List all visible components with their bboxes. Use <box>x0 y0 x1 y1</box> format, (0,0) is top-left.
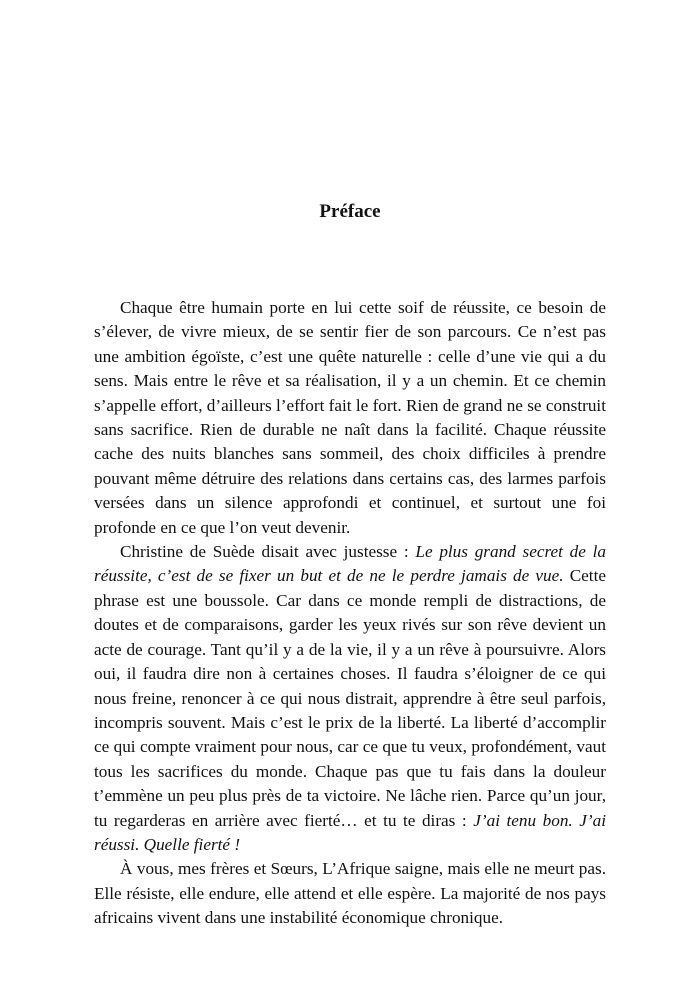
paragraph-2-intro: Christine de Suède disait avec justesse : <box>120 542 416 562</box>
paragraph-3 <box>94 857 606 930</box>
paragraph-2 <box>94 540 606 857</box>
quote-closing: J’ai tenu bon. J’ai réussi. Quelle fierté ! <box>94 810 606 854</box>
quote-christine-de-suede: Le plus grand secret de la réussite, c’est de se fixer un but et de ne le perdre jamais de vue. <box>94 542 606 586</box>
paragraph-1 <box>94 296 606 540</box>
preface-body <box>94 296 606 931</box>
paragraph-1-text: Chaque être humain porte en lui cette soif de réussite, ce besoin de s’élever, de vivre mieux, de se sentir fier de son parcours. Ce n’est pas une ambition égoïste, c’est une quête naturelle : celle d’une vie qui a du sens. Mais entre le rêve et sa réalisation, il y a un chemin. Et ce chemin s’appelle effort, d’ailleurs l’effort fait le fort. Rien de grand ne se construit sans sacrifice. Rien de durable ne naît dans la facilité. Chaque réussite cache des nuits blanches sans sommeil, des choix difficiles à prendre pouvant même détruire des relations dans certains cas, des larmes parfois versées dans un silence approfondi et continuel, et surtout une foi profonde en ce que l’on veut devenir. <box>94 298 606 537</box>
paragraph-3-text: À vous, mes frères et Sœurs, L’Afrique saigne, mais elle ne meurt pas. Elle résiste, elle endure, elle attend et elle espère. La majorité de nos pays africains vivent dans une instabilité économique chronique. <box>94 859 606 928</box>
page-title: Préface <box>319 201 381 222</box>
paragraph-2-body: Cette phrase est une boussole. Car dans ce monde rempli de distractions, de doutes et de comparaisons, garder les yeux rivés sur son rêve devient un acte de courage. Tant qu’il y a de la vie, il y a un rêve à poursuivre. Alors oui, il faudra dire non à certaines choses. Il faudra s’éloigner de ce qui nous freine, renoncer à ce qui nous distrait, apprendre à être seul parfois, incompris souvent. Mais c’est le prix de la liberté. La liberté d’accomplir ce qui compte vraiment pour nous, car ce que tu veux, profondément, vaut tous les sacrifices du monde. Chaque pas que tu fais dans la douleur t’emmène un peu plus près de ta victoire. Ne lâche rien. Parce qu’un jour, tu regarderas en arrière avec fierté… et tu te diras : <box>94 566 606 830</box>
